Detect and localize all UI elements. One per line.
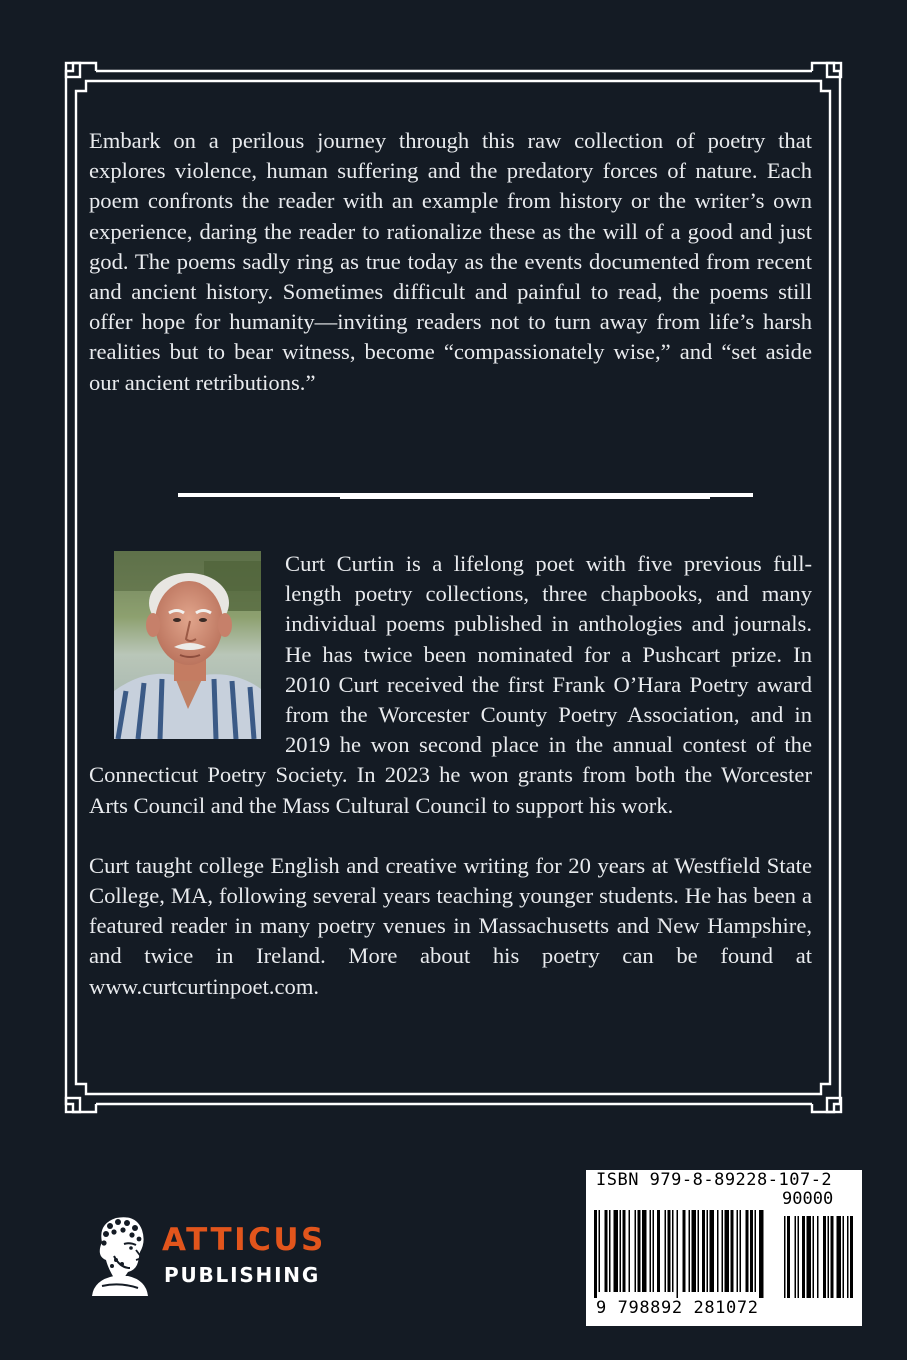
barcode-bar <box>609 1210 611 1292</box>
barcode-bar <box>605 1210 608 1292</box>
barcode-bars <box>594 1210 854 1300</box>
barcode-bar <box>702 1210 705 1292</box>
bio-paragraph-1-text: Curt Curtin is a lifelong poet with five previous full-length poetry collections, three chapbooks, and many individual poems published in anthologies and journals. He has twice been nominated for a Pushcart prize. In 2010 Curt received the first Frank O’Hara Poetry award from the Worcester County Poetry Association, and in 2019 he won second place in the annual contest of the Connecticut Poetry Society. In 2023 he won grants from both the Worcester Arts Council and the Mass Cultural Council to support his work. <box>89 551 812 818</box>
addon-bar <box>787 1216 790 1298</box>
addon-bar <box>828 1216 830 1298</box>
addon-bar <box>837 1216 842 1298</box>
addon-bar <box>802 1216 805 1298</box>
barcode-bar <box>629 1210 631 1292</box>
barcode-bar <box>623 1210 626 1292</box>
barcode-bar <box>683 1210 686 1292</box>
barcode-bar <box>707 1210 709 1292</box>
price-code: 90000 <box>782 1189 834 1209</box>
barcode-bar <box>698 1210 700 1292</box>
barcode-bar <box>755 1210 757 1292</box>
barcode-bar <box>689 1210 691 1292</box>
isbn-barcode <box>586 1170 862 1326</box>
barcode-bar <box>650 1210 652 1292</box>
barcode-bar <box>668 1210 671 1292</box>
barcode-bar <box>722 1210 724 1292</box>
barcode-bar <box>672 1210 674 1292</box>
author-photo <box>114 551 261 739</box>
barcode-bar <box>642 1210 647 1292</box>
barcode-bar <box>677 1210 679 1298</box>
blurb-text: Embark on a perilous journey through this raw collection of poetry that explores violence, human suffering and the predatory forces of nature. Each poem confronts the reader with an example from history or the writer’s own experience, daring the reader to rationalize these as the will of a good and just god. The poems sadly ring as true today as the events documented from recent and ancient history. Sometimes difficult and painful to read, the poems still offer hope for humanity—inviting readers not to turn away from life’s harsh realities but to bear witness, become “compassionately wise,” and “set aside our ancient retributions.” <box>89 128 812 395</box>
isbn-label: ISBN 979-8-89228-107-2 <box>596 1170 833 1190</box>
atticus-bust-logo-icon <box>84 1212 156 1296</box>
barcode-bar <box>731 1210 734 1292</box>
addon-bar <box>850 1216 853 1298</box>
barcode-bar <box>638 1210 641 1292</box>
publisher-name: ATTICUS <box>162 1222 326 1258</box>
barcode-bar <box>620 1210 622 1292</box>
addon-bar <box>795 1216 797 1298</box>
barcode-bar <box>594 1210 597 1298</box>
barcode-bar <box>599 1210 601 1292</box>
barcode-bar <box>710 1210 715 1292</box>
section-divider <box>178 493 753 499</box>
addon-bar <box>831 1216 834 1298</box>
barcode-bar <box>740 1210 742 1292</box>
addon-bar <box>784 1216 786 1298</box>
barcode-bar <box>725 1210 730 1292</box>
barcode-bar <box>614 1210 619 1292</box>
bio-paragraph-1 <box>89 549 812 821</box>
barcode-bar <box>635 1210 637 1292</box>
addon-bar <box>817 1216 819 1298</box>
addon-bar <box>798 1216 800 1298</box>
author-bio <box>89 549 812 1002</box>
addon-bar <box>843 1216 845 1298</box>
addon-bar <box>847 1216 849 1298</box>
barcode-bar <box>759 1210 764 1298</box>
addon-bar <box>807 1216 812 1298</box>
barcode-bar <box>692 1210 697 1292</box>
addon-bar <box>823 1216 826 1298</box>
barcode-bar <box>750 1210 753 1292</box>
bio-paragraph-2: Curt taught college English and creative writing for 20 years at Westfield State College, MA, following several years teaching younger students. He has been a featured reader in many poetry venues in Massachusetts and New Hampshire, and twice in Ireland. More about his poetry can be found at www.curtcurtinpoet.com. <box>89 852 812 999</box>
barcode-bar <box>717 1210 719 1292</box>
publisher-subtitle: PUBLISHING <box>164 1263 321 1287</box>
barcode-bar <box>737 1210 739 1292</box>
addon-bar <box>813 1216 815 1298</box>
barcode-bar <box>657 1210 660 1292</box>
barcode-bar <box>665 1210 667 1292</box>
barcode-bar <box>746 1210 749 1292</box>
ean-digits: 9 798892 281072 <box>596 1298 759 1318</box>
barcode-bar <box>653 1210 655 1292</box>
